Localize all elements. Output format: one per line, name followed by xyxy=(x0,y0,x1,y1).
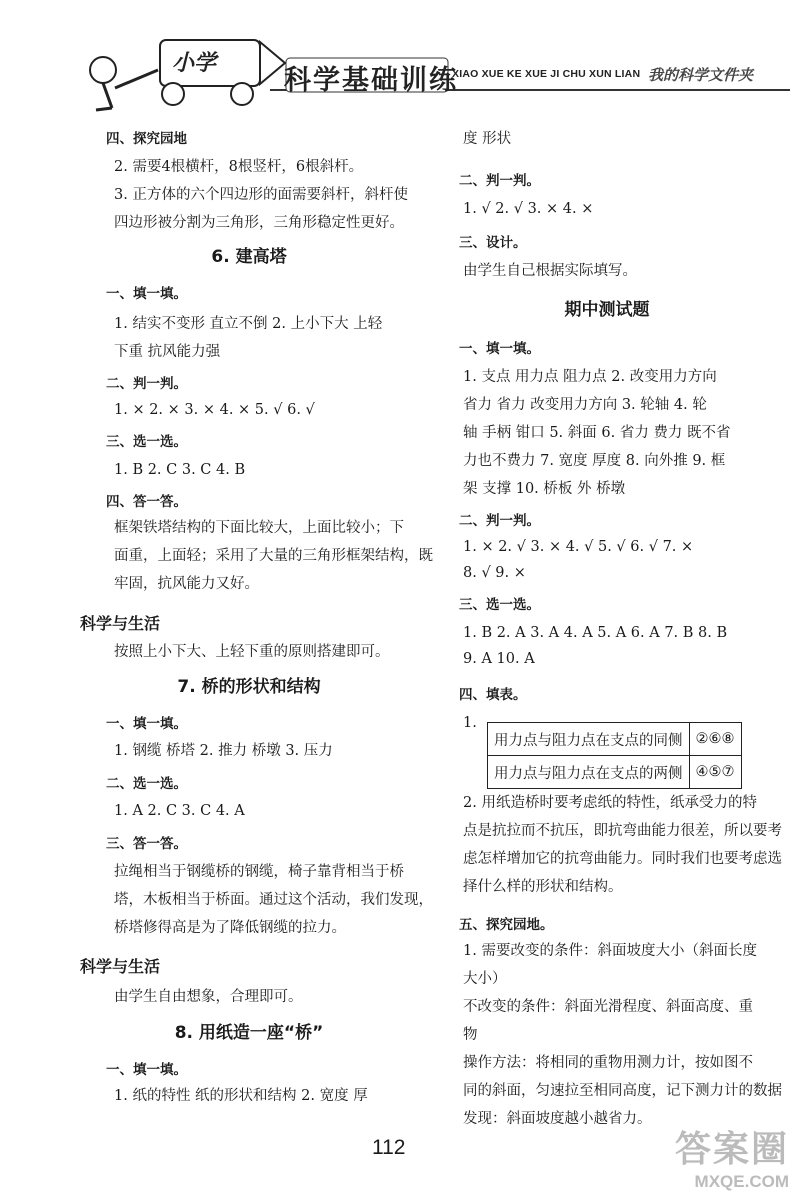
watermark-url: MXQE.COM xyxy=(694,1172,789,1191)
section-heading: 四、填表。 xyxy=(459,687,527,703)
text-line: 1. 结实不变形 直立不倒 2. 上小下大 上轻 xyxy=(114,316,383,332)
table-cell-answer: ④⑤⑦ xyxy=(689,756,741,789)
text-line: 大小） xyxy=(463,971,507,987)
section-heading: 四、探究园地 xyxy=(106,131,187,147)
text-line: 由学生自己根据实际填写。 xyxy=(463,263,637,279)
text-line: 1. 需要改变的条件：斜面坡度大小（斜面长度 xyxy=(463,943,757,959)
watermark xyxy=(675,1121,789,1192)
chapter-title: 7. 桥的形状和结构 xyxy=(177,677,321,697)
text-line: 牢固，抗风能力又好。 xyxy=(114,576,259,592)
book-title-pinyin: XIAO XUE KE XUE JI CHU XUN LIAN xyxy=(452,68,641,80)
text-line: 1. xyxy=(463,715,477,731)
section-heading: 一、填一填。 xyxy=(106,1062,187,1078)
chapter-title: 8. 用纸造一座“桥” xyxy=(174,1023,324,1043)
text-line: 2. 用纸造桥时要考虑纸的特性，纸承受力的特 xyxy=(463,795,757,811)
text-line: 物 xyxy=(463,1027,478,1043)
text-line: 下重 抗风能力强 xyxy=(114,344,221,360)
section-heading: 一、填一填。 xyxy=(106,716,187,732)
text-line: 1. B 2. A 3. A 4. A 5. A 6. A 7. B 8. B xyxy=(463,625,728,641)
text-line: 省力 省力 改变用力方向 3. 轮轴 4. 轮 xyxy=(463,397,707,413)
text-line: 2. 需要4根横杆，8根竖杆，6根斜杆。 xyxy=(114,159,364,175)
series-label: 小学 xyxy=(172,50,217,75)
text-line: 1. √ 2. √ 3. × 4. × xyxy=(463,201,594,217)
section-heading: 二、判一判。 xyxy=(106,376,187,392)
section-heading: 五、探究园地。 xyxy=(459,917,554,933)
text-line: 架 支撑 10. 桥板 外 桥墩 xyxy=(463,481,626,497)
section-heading: 一、填一填。 xyxy=(106,286,187,302)
table-row xyxy=(488,756,742,789)
text-line: 1. B 2. C 3. C 4. B xyxy=(114,462,246,478)
text-line: 1. × 2. × 3. × 4. × 5. √ 6. √ xyxy=(114,402,315,418)
section-heading: 二、选一选。 xyxy=(106,776,187,792)
section-heading: 一、填一填。 xyxy=(459,341,540,357)
folder-tag: 我的科学文件夹 xyxy=(648,66,754,84)
section-heading: 四、答一答。 xyxy=(106,494,187,510)
section-heading: 三、设计。 xyxy=(459,235,527,251)
section-heading: 二、判一判。 xyxy=(459,173,540,189)
answer-table xyxy=(487,722,742,789)
watermark-logo-text: 答案圈 xyxy=(674,1128,789,1169)
section-heading: 三、答一答。 xyxy=(106,836,187,852)
page-number: 112 xyxy=(372,1136,406,1159)
text-line: 力也不费力 7. 宽度 厚度 8. 向外推 9. 框 xyxy=(463,453,726,469)
chapter-title: 6. 建高塔 xyxy=(211,247,287,267)
chapter-title: 期中测试题 xyxy=(564,300,650,320)
text-line: 择什么样的形状和结构。 xyxy=(463,879,623,895)
text-line: 轴 手柄 钳口 5. 斜面 6. 省力 费力 既不省 xyxy=(463,425,731,441)
subsection-title: 科学与生活 xyxy=(80,614,161,633)
text-line: 框架铁塔结构的下面比较大，上面比较小；下 xyxy=(114,520,404,536)
text-line: 四边形被分割为三角形，三角形稳定性更好。 xyxy=(114,215,404,231)
book-title: 科学基础训练 xyxy=(284,65,458,96)
text-line: 操作方法：将相同的重物用测力计，按如图不 xyxy=(463,1055,753,1071)
section-heading: 三、选一选。 xyxy=(459,597,540,613)
table-cell-condition: 用力点与阻力点在支点的两侧 xyxy=(488,756,690,789)
text-line: 由学生自由想象，合理即可。 xyxy=(114,989,303,1005)
section-heading: 二、判一判。 xyxy=(459,513,540,529)
text-line: 1. 钢缆 桥塔 2. 推力 桥墩 3. 压力 xyxy=(114,743,333,759)
table-cell-answer: ②⑥⑧ xyxy=(689,723,741,756)
text-line: 9. A 10. A xyxy=(463,651,535,667)
text-line: 同的斜面，匀速拉至相同高度，记下测力计的数据 xyxy=(463,1083,782,1099)
text-line: 8. √ 9. × xyxy=(463,565,526,581)
page-header xyxy=(0,0,803,112)
text-line: 1. 支点 用力点 阻力点 2. 改变用力方向 xyxy=(463,369,717,385)
text-line: 1. × 2. √ 3. × 4. √ 5. √ 6. √ 7. × xyxy=(463,539,694,555)
subsection-title: 科学与生活 xyxy=(80,957,161,976)
text-line: 按照上小下大、上轻下重的原则搭建即可。 xyxy=(114,644,390,660)
table-cell-condition: 用力点与阻力点在支点的同侧 xyxy=(488,723,690,756)
text-line: 1. A 2. C 3. C 4. A xyxy=(114,803,245,819)
text-line: 不改变的条件：斜面光滑程度、斜面高度、重 xyxy=(463,999,753,1015)
text-line: 面重，上面轻；采用了大量的三角形框架结构，既 xyxy=(114,548,433,564)
text-line: 3. 正方体的六个四边形的面需要斜杆，斜杆使 xyxy=(114,187,408,203)
text-line: 塔，木板相当于桥面。通过这个活动，我们发现， xyxy=(114,892,433,908)
text-line: 1. 纸的特性 纸的形状和结构 2. 宽度 厚 xyxy=(114,1088,368,1104)
text-line: 度 形状 xyxy=(463,131,512,147)
text-line: 发现：斜面坡度越小越省力。 xyxy=(463,1111,652,1127)
text-line: 虑怎样增加它的抗弯曲能力。同时我们也要考虑选 xyxy=(463,851,782,867)
text-line: 桥塔修得高是为了降低钢缆的拉力。 xyxy=(114,920,346,936)
section-heading: 三、选一选。 xyxy=(106,434,187,450)
text-line: 拉绳相当于钢缆桥的钢缆，椅子靠背相当于桥 xyxy=(114,864,404,880)
text-line: 点是抗拉而不抗压，即抗弯曲能力很差，所以要考 xyxy=(463,823,782,839)
table-row xyxy=(488,723,742,756)
